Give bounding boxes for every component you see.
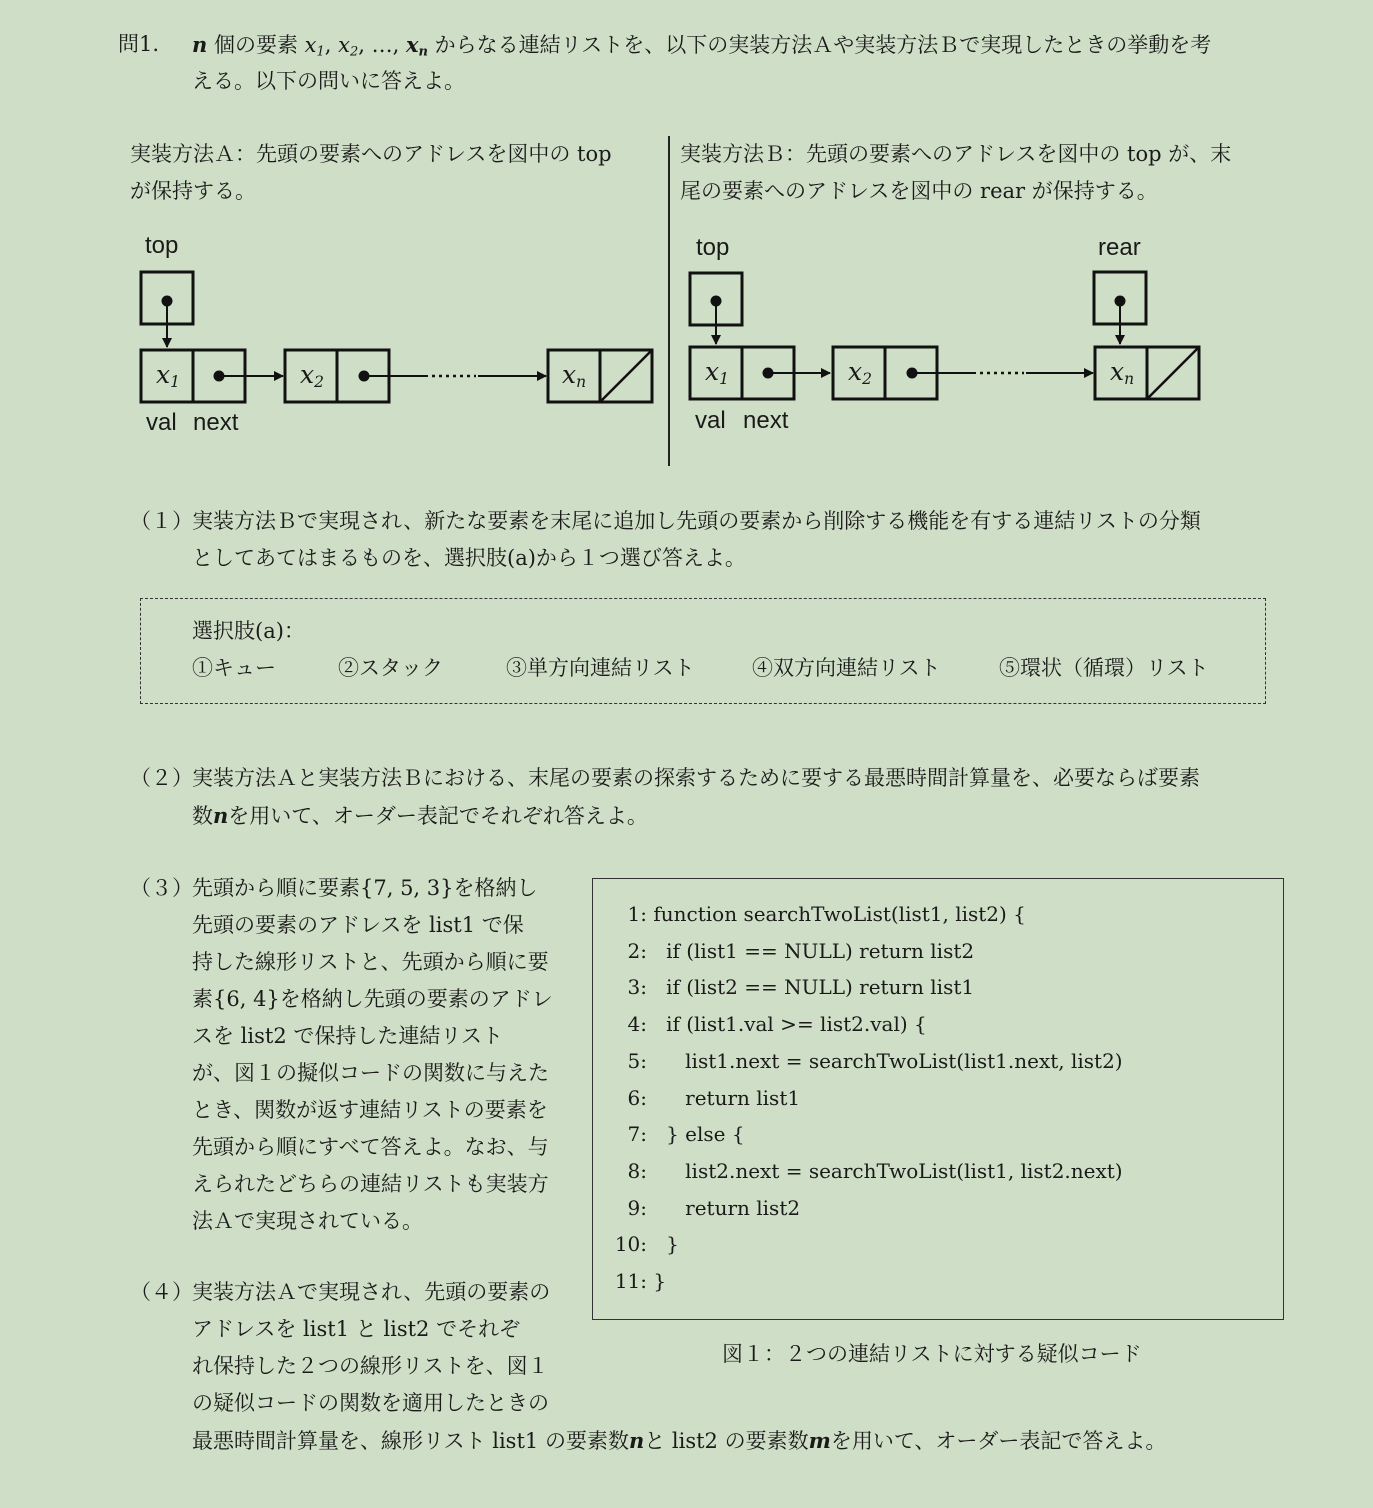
method-a-line1: 実装方法Ａ：先頭の要素へのアドレスを図中の top [130,142,612,166]
q1-line2: としてあてはまるものを、選択肢(a)から１つ選び答えよ。 [192,546,746,570]
top-label-b: top [696,234,730,261]
q3-line: が、図１の擬似コードの関数に与えた [192,1061,549,1085]
code-line: 5: list1.next = searchTwoList(list1.next, list2) [627,1049,1123,1073]
question-intro-line2: える。以下の問いに答えよ。 [192,69,465,93]
question-intro-line1: n 個の要素 $x_1$, $x_2$, …, $x_n$ からなる連結リストを、以下の実装方法Ａや実装方法Ｂで実現したときの挙動を考 [192,32,1212,60]
method-b-line1: 実装方法Ｂ：先頭の要素へのアドレスを図中の top が、末 [680,142,1232,166]
code-line: 4: if (list1.val >= list2.val) { [627,1012,927,1036]
code-line: 9: return list2 [627,1196,801,1220]
q4-line: れ保持した２つの線形リストを、図１ [192,1354,549,1378]
q3-line: 法Ａで実現されている。 [192,1209,423,1233]
choice-1: ①キュー [192,656,276,680]
rear-label-b: rear [1098,234,1141,261]
node-x1-label-b: $x_1$ [705,357,729,388]
q3-line: スを list2 で保持した連結リスト [192,1024,503,1048]
choice-3: ③単方向連結リスト [506,656,695,680]
n-variable: n [213,803,229,828]
m-variable: m [808,1428,831,1453]
method-b-line2: 尾の要素へのアドレスを図中の rear が保持する。 [680,179,1158,203]
x2-var: $x_2$ [338,33,359,60]
question-number: 問1. [118,32,160,56]
q4-number: （４） [130,1280,193,1304]
q2-number: （２） [130,766,193,790]
intro-text-a: 個の要素 [213,33,298,57]
q1-number: （１） [130,509,193,533]
figure-caption: 図１：２つの連結リストに対する疑似コード [722,1342,1142,1366]
node-x2-label-a: $x_2$ [300,360,324,391]
code-line: 7: } else { [627,1122,745,1146]
linked-list-diagrams [0,0,1373,470]
code-line: 2: if (list1 == NULL) return list2 [627,939,975,963]
choice-5: ⑤環状（循環）リスト [999,656,1209,680]
choices-box [140,598,1266,704]
code-line: 3: if (list2 == NULL) return list1 [627,975,975,999]
code-line: 8: list2.next = searchTwoList(list1, list2.next) [627,1159,1123,1183]
q3-line: 持した線形リストと、先頭から順に要 [192,950,549,974]
next-label-b: next [743,407,789,434]
pseudocode-box [592,878,1284,1320]
q1-line1: 実装方法Ｂで実現され、新たな要素を末尾に追加し先頭の要素から削除する機能を有する連結リストの分類 [192,509,1201,533]
top-label-a: top [145,232,179,259]
q3-line: 先頭の要素のアドレスを list1 で保 [192,913,524,937]
n-variable: n [628,1428,645,1453]
q3-line: とき、関数が返す連結リストの要素を [192,1098,548,1122]
node-x2-label-b: $x_2$ [848,357,872,388]
q4-line: アドレスを list1 と list2 でそれぞ [192,1317,521,1341]
n-variable: n [192,32,208,57]
choice-4: ④双方向連結リスト [752,656,941,680]
code-line: 10: } [614,1232,679,1256]
q3-number: （３） [130,876,193,900]
node-x1-label-a: $x_1$ [156,360,180,391]
next-label-a: next [193,409,239,436]
q3-line: 先頭から順に要素{7, 5, 3}を格納し [192,876,538,900]
q3-line: 先頭から順にすべて答えよ。なお、与 [192,1135,549,1159]
q4-line: 実装方法Ａで実現され、先頭の要素の [192,1280,551,1304]
code-line: 11: } [614,1269,667,1293]
val-label-b: val [695,407,726,434]
val-label-a: val [146,409,177,436]
q2-line2: 数nを用いて、オーダー表記でそれぞれ答えよ。 [192,803,648,828]
q2-line1: 実装方法Ａと実装方法Ｂにおける、末尾の要素の探索するために要する最悪時間計算量を、必要ならば要素 [192,766,1200,790]
code-line: 1: function searchTwoList(list1, list2) { [627,902,1026,926]
q4-line: の疑似コードの関数を適用したときの [192,1391,549,1415]
q4-last-line: 最悪時間計算量を、線形リスト list1 の要素数nと list2 の要素数mを用いて、オーダー表記で答えよ。 [192,1428,1167,1453]
code-line: 6: return list1 [627,1086,801,1110]
x1-var: $x_1$ [304,33,325,60]
q3-text [192,870,553,1240]
method-a-line2: が保持する。 [130,179,256,203]
intro-text-b: からなる連結リストを、以下の実装方法Ａや実装方法Ｂで実現したときの挙動を考 [434,33,1212,57]
choice-2: ②スタック [338,656,443,680]
q3-line: 素{6, 4}を格納し先頭の要素のアドレ [192,987,553,1011]
ellipsis: … [371,33,393,57]
node-xn-label-a: $x_n$ [562,360,587,391]
choices-title: 選択肢(a)： [192,619,305,643]
node-xn-label-b: $x_n$ [1110,357,1135,388]
xn-var: $x_n$ [405,32,428,60]
q3-line: えられたどちらの連結リストも実装方 [192,1172,549,1196]
